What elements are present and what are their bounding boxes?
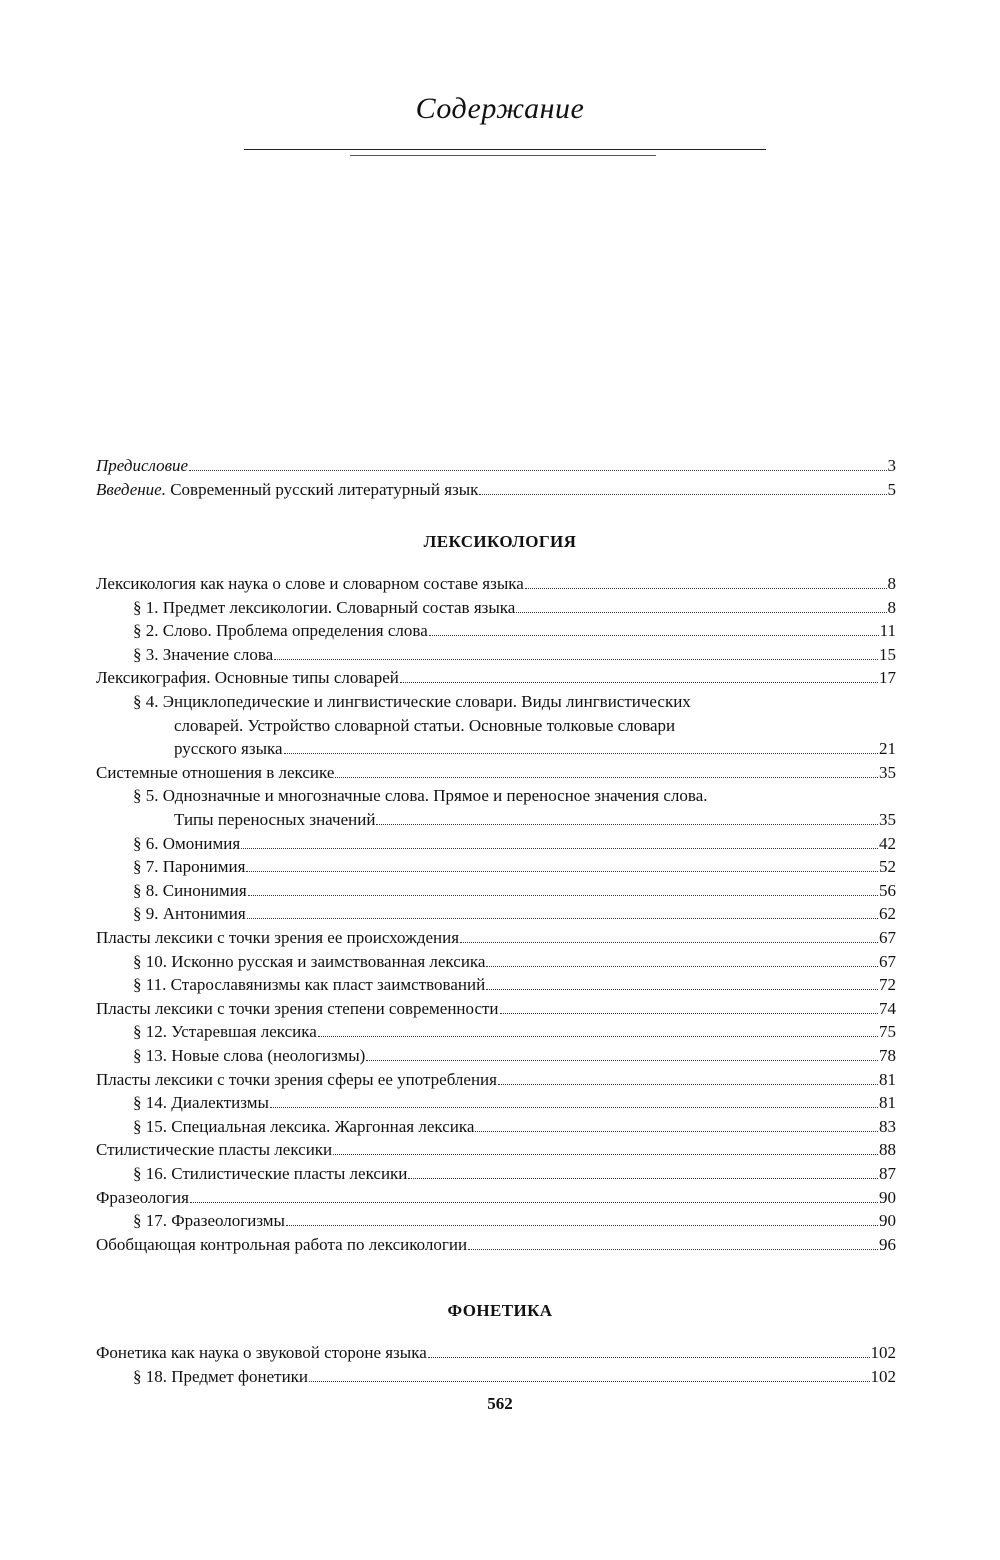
toc-entry <box>133 620 896 642</box>
toc-entry-title-text: § 15. Специальная лексика. Жаргонная лексика <box>133 1116 475 1136</box>
dot-leader <box>516 598 886 613</box>
toc-entry-line: § 5. Однозначные и многозначные слова. Прямое и переносное значения слова. <box>133 786 708 806</box>
toc-entry-title <box>133 1116 474 1138</box>
toc-entry-title-text: Системные отношения в лексике <box>96 762 335 782</box>
toc-entry-title-text: Лексикография. Основные типы словарей <box>96 668 399 688</box>
toc-entry-page: 96 <box>879 1234 896 1254</box>
toc-entry-title <box>96 479 478 501</box>
toc-entry-title-text: Пласты лексики с точки зрения сферы ее употребления <box>96 1069 497 1089</box>
toc-entry <box>96 1234 896 1256</box>
dot-leader <box>248 881 878 896</box>
toc-entry-title-text: § 7. Паронимия <box>133 857 246 877</box>
toc-entry-title-text: Фонетика как наука о звуковой стороне языка <box>96 1343 427 1362</box>
toc-entry-page: 42 <box>879 833 896 853</box>
dot-leader <box>247 904 878 919</box>
toc-entry-title-text: Пласты лексики с точки зрения ее происхождения <box>96 928 460 947</box>
toc-entry-title-text: § 9. Антонимия <box>133 904 246 924</box>
dot-leader <box>498 1070 878 1085</box>
toc-entry-page: 88 <box>879 1140 896 1160</box>
toc-entry-title <box>174 809 375 831</box>
toc-entry-title <box>133 856 245 878</box>
toc-entry-title <box>96 573 524 595</box>
toc-entry <box>96 998 896 1020</box>
toc-entry-page: 72 <box>879 975 896 995</box>
toc-entry <box>174 809 896 831</box>
toc-entry-title <box>133 1210 285 1232</box>
toc-entry-page: 90 <box>879 1211 896 1231</box>
dot-leader <box>190 1188 878 1203</box>
toc-entry-title <box>133 597 515 619</box>
toc-entry <box>133 1021 896 1043</box>
toc-entry <box>133 903 896 925</box>
toc-entry <box>133 974 896 996</box>
dot-leader <box>486 952 878 967</box>
dot-leader <box>479 480 886 495</box>
toc-entry-title-text: Современный русский литературный язык <box>165 479 479 499</box>
toc-entry <box>133 1163 896 1185</box>
toc-entry-page: 56 <box>879 880 896 900</box>
toc-entry-page: 35 <box>879 762 896 782</box>
toc-entry <box>133 951 896 973</box>
toc-entry-page: 11 <box>879 621 896 641</box>
toc-entry-title-text: § 6. Омонимия <box>133 833 241 853</box>
toc-entry-title-text: § 13. Новые слова (неологизмы) <box>133 1046 366 1065</box>
toc-entry <box>133 1045 896 1067</box>
dot-leader <box>475 1117 878 1132</box>
toc-entry-title-text: § 18. Предмет фонетики <box>133 1366 309 1386</box>
dot-leader <box>468 1235 878 1250</box>
toc-entry-title-text: § 3. Значение слова <box>133 644 274 664</box>
toc-entry-title <box>96 1234 467 1256</box>
page-number: 562 <box>487 1394 513 1413</box>
toc-entry-title <box>133 903 246 925</box>
toc-entry-title <box>133 1021 317 1043</box>
toc-entry-page: 8 <box>887 597 896 617</box>
toc-entry-title-text: § 10. Исконно русская и заимствованная лексика <box>133 951 486 971</box>
toc-entry <box>133 1092 896 1114</box>
toc-entry-title-text: Стилистические пласты лексики <box>96 1140 333 1160</box>
toc-entry-title <box>96 927 459 949</box>
toc-entry <box>96 1069 896 1091</box>
toc-entry-line: § 4. Энциклопедические и лингвистические словари. Виды лингвистических <box>133 692 691 711</box>
toc-entry-title <box>96 1187 189 1209</box>
dot-leader <box>309 1367 869 1382</box>
dot-leader <box>270 1093 878 1108</box>
toc-entry-line: словарей. Устройство словарной статьи. Основные толковые словари <box>174 715 676 735</box>
dot-leader <box>189 456 886 471</box>
dot-leader <box>428 1343 870 1358</box>
dot-leader <box>400 668 878 683</box>
toc-entry-page: 90 <box>879 1187 896 1207</box>
toc-entry-title <box>133 880 247 902</box>
toc-entry-title <box>133 951 485 973</box>
toc-entry-title <box>96 667 399 689</box>
toc-entry-italic-title: Введение. <box>96 479 166 499</box>
dot-leader <box>333 1140 878 1155</box>
toc-entry-page: 78 <box>879 1046 896 1065</box>
toc-entry-title <box>133 974 485 996</box>
toc-entry-title <box>133 620 428 642</box>
toc-entry-title <box>133 833 240 855</box>
toc-entry-page: 74 <box>879 998 896 1018</box>
toc-entry-page: 35 <box>879 810 896 829</box>
toc-entry-title <box>133 1366 308 1388</box>
dot-leader <box>241 834 878 849</box>
toc-entry <box>96 1187 896 1209</box>
toc-entry-page: 87 <box>879 1164 896 1183</box>
page-title: Содержание <box>415 92 585 125</box>
toc-entry <box>96 1139 896 1161</box>
toc-entry-title <box>96 1139 332 1161</box>
toc-entry <box>96 762 896 784</box>
dot-leader <box>429 621 879 636</box>
section-heading: ЛЕКСИКОЛОГИЯ <box>423 532 577 551</box>
toc-entry-title <box>96 1069 497 1091</box>
toc-entry <box>133 880 896 902</box>
toc-entry-page: 83 <box>879 1116 896 1136</box>
toc-entry-page: 102 <box>870 1366 896 1386</box>
toc-entry-title-text: Лексикология как наука о слове и словарном составе языка <box>96 574 524 593</box>
toc-entry-title-text: Пласты лексики с точки зрения степени современности <box>96 998 499 1018</box>
toc-entry-title-text: § 12. Устаревшая лексика <box>133 1022 317 1042</box>
toc-entry-italic-title: Предисловие <box>96 456 189 475</box>
toc-entry <box>174 738 896 760</box>
toc-entry-title <box>133 1092 269 1114</box>
toc-entry-page: 52 <box>879 857 896 877</box>
dot-leader <box>274 645 878 660</box>
toc-entry-title-text: Типы переносных значений <box>174 810 376 829</box>
toc-entry-title-text: § 17. Фразеологизмы <box>133 1211 285 1231</box>
toc-entry-title-text: § 8. Синонимия <box>133 880 247 900</box>
toc-entry-page: 21 <box>879 739 896 759</box>
dot-leader <box>318 1022 878 1037</box>
toc-entry-title <box>133 644 273 666</box>
toc-entry-page: 15 <box>879 644 896 664</box>
toc-entry <box>96 455 896 477</box>
toc-entry-page: 81 <box>879 1069 896 1089</box>
toc-entry-page: 5 <box>887 479 896 499</box>
toc-entry-page: 62 <box>879 904 896 924</box>
toc-entry <box>133 644 896 666</box>
dot-leader <box>525 574 887 589</box>
toc-entry-title-text: Обобщающая контрольная работа по лексикологии <box>96 1234 468 1254</box>
toc-entry <box>96 1342 896 1364</box>
dot-leader <box>284 739 878 754</box>
toc-entry-title <box>96 998 499 1020</box>
toc-entry-page: 102 <box>870 1343 896 1362</box>
toc-entry-page: 81 <box>879 1093 896 1113</box>
toc-entry <box>96 927 896 949</box>
dot-leader <box>335 763 878 778</box>
dot-leader <box>500 999 878 1014</box>
dot-leader <box>460 928 878 943</box>
toc-entry-title-text: § 11. Старославянизмы как пласт заимствований <box>133 975 486 995</box>
toc-entry <box>133 856 896 878</box>
toc-entry <box>133 1210 896 1232</box>
dot-leader <box>408 1164 878 1179</box>
toc-entry-title-text: § 14. Диалектизмы <box>133 1093 269 1113</box>
toc-entry-page: 3 <box>887 456 896 475</box>
toc-entry <box>96 667 896 689</box>
toc-entry <box>133 833 896 855</box>
toc-entry-title <box>96 1342 427 1364</box>
toc-entry-title-text: § 16. Стилистические пласты лексики <box>133 1164 408 1183</box>
toc-entry-title <box>96 762 334 784</box>
toc-entry-page: 17 <box>879 668 896 688</box>
toc-entry-title <box>133 1163 407 1185</box>
toc-entry-title <box>96 455 188 477</box>
dot-leader <box>286 1211 878 1226</box>
toc-entry <box>133 1366 896 1388</box>
toc-entry-page: 8 <box>887 574 896 593</box>
toc-entry-title-text: § 1. Предмет лексикологии. Словарный состав языка <box>133 597 516 617</box>
dot-leader <box>366 1046 878 1061</box>
toc-entry <box>133 1116 896 1138</box>
dot-leader <box>486 975 878 990</box>
toc-entry-page: 67 <box>879 928 896 947</box>
toc-entry-title-text: § 2. Слово. Проблема определения слова <box>133 621 428 641</box>
toc-entry-title <box>174 738 283 760</box>
toc-entry-title-text: русского языка <box>174 739 283 759</box>
dot-leader <box>376 810 878 825</box>
toc-entry <box>96 479 896 501</box>
toc-entry <box>96 573 896 595</box>
toc-entry-page: 75 <box>879 1022 896 1042</box>
dot-leader <box>246 857 878 872</box>
toc-entry-page: 67 <box>879 951 896 971</box>
toc-entry-title <box>133 1045 365 1067</box>
toc-entry <box>133 597 896 619</box>
toc-entry-title-text: Фразеология <box>96 1187 189 1207</box>
section-heading: ФОНЕТИКА <box>447 1301 553 1320</box>
